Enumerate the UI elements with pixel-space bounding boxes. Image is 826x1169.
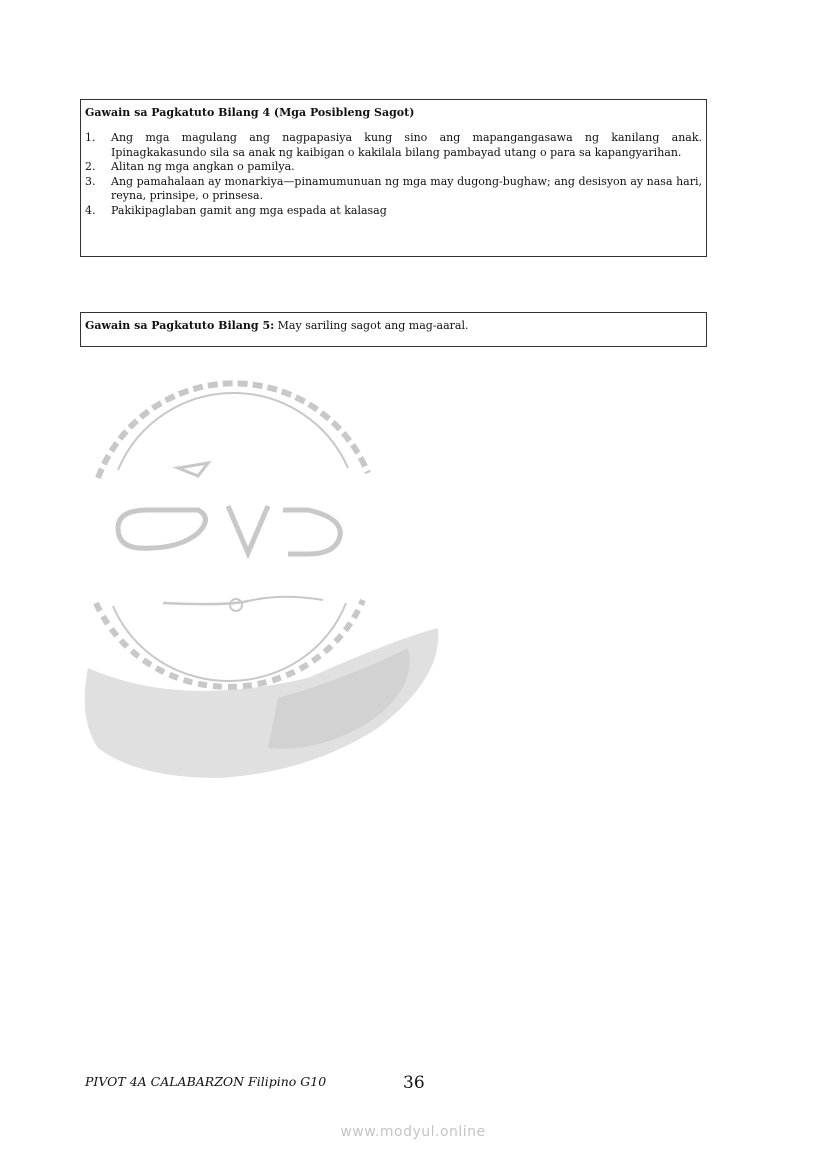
seal-speckle-shading [85, 628, 439, 778]
activity-4-answer-list [85, 131, 702, 219]
item-number: 2. [85, 160, 96, 174]
seal-graphic [96, 383, 368, 687]
list-item [85, 175, 702, 204]
activity-5-label: Gawain sa Pagkatuto Bilang 5: [85, 319, 275, 332]
footer-title: PIVOT 4A CALABARZON Filipino G10 [85, 1074, 327, 1089]
deped-seal-watermark [78, 378, 448, 783]
item-text: Ang mga magulang ang nagpapasiya kung sino ang mapangangasawa ng kanilang anak. Ipinagkakasundo sila sa anak ng kaibigan o kakilala bilang pambayad utang o para sa kapangyarihan. [111, 131, 702, 159]
page-number: 36 [403, 1073, 425, 1093]
list-item [85, 131, 702, 160]
item-number: 1. [85, 131, 96, 144]
list-item [85, 204, 702, 219]
activity-5-answer-box [80, 312, 707, 347]
activity-4-title: Gawain sa Pagkatuto Bilang 4 (Mga Posibleng Sagot) [85, 106, 415, 119]
activity-5-text: May sariling sagot ang mag-aaral. [274, 319, 469, 332]
item-number: 4. [85, 203, 96, 217]
activity-5-line [85, 318, 702, 333]
item-text: Pakikipaglaban gamit ang mga espada at kalasag [111, 203, 387, 217]
item-text: Ang pamahalaan ay monarkiya—pinamumunuan ng mga may dugong-bughaw; ang desisyon ay nasa hari, reyna, prinsipe, o prinsesa. [111, 174, 702, 203]
item-number: 3. [85, 174, 96, 188]
item-text: Alitan ng mga angkan o pamilya. [111, 160, 295, 174]
watermark-url: www.modyul.online [340, 1124, 486, 1140]
activity-4-answer-box [80, 99, 707, 257]
list-item [85, 160, 702, 175]
